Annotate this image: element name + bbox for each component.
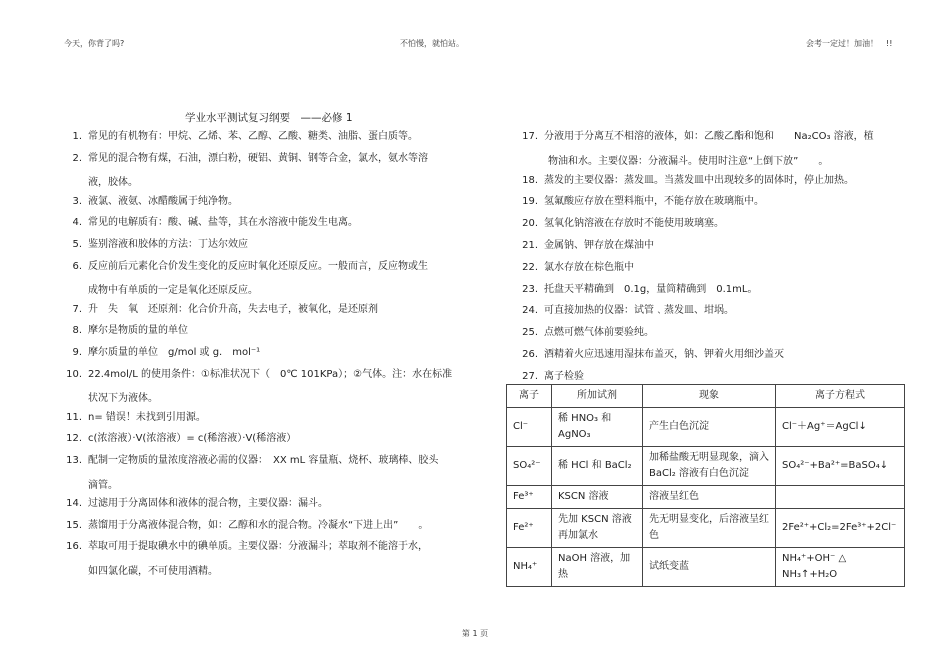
item-text: 配制一定物质的量浓度溶液必需的仪器： XX mL 容量瓶、烧杯、玻璃棒、胶头: [88, 455, 439, 466]
item-number: 22.: [522, 261, 538, 273]
item-text: 点燃可燃气体前要验纯。: [544, 327, 654, 339]
table-row: [507, 486, 905, 509]
item-text: 摩尔质量的单位 g/mol 或 g. mol⁻¹: [88, 347, 261, 358]
list-item: [516, 174, 854, 188]
list-item: [60, 303, 378, 317]
item-number: 18.: [522, 174, 538, 186]
page-title: 学业水平测试复习纲要 ——必修 1: [185, 112, 353, 124]
item-text: 可直接加热的仪器：试管﹑蒸发皿、坩埚。: [544, 305, 734, 317]
table-header-cell: 所加试剂: [552, 385, 643, 408]
item-number: 27.: [522, 370, 538, 382]
item-number: 9.: [72, 347, 82, 358]
item-text: 升 失 氧 还原剂：化合价升高，失去电子，被氧化，是还原剂: [88, 303, 378, 315]
table-cell: Fe²⁺: [507, 509, 552, 548]
item-text: 常见的电解质有：酸、碱、盐等，其在水溶液中能发生电离。: [88, 217, 358, 229]
list-item: [516, 370, 584, 384]
list-item: [60, 216, 358, 230]
table-cell: NH₄⁺+OH⁻ △ NH₃↑+H₂O: [776, 548, 905, 587]
header-center: 不怕慢，就怕站。: [400, 39, 464, 48]
item-number: 4.: [72, 217, 82, 229]
list-item: [516, 283, 757, 297]
item-continuation: 成物中有单质的一定是氧化还原反应。: [88, 285, 258, 297]
item-continuation: 如四氯化碳，不可使用酒精。: [88, 566, 218, 577]
list-item: [516, 239, 654, 253]
item-text: 氯水存放在棕色瓶中: [544, 261, 634, 273]
table-cell: 溶液呈红色: [643, 486, 776, 509]
item-number: 5.: [72, 239, 82, 250]
table-row: [507, 408, 905, 447]
list-item: [60, 346, 260, 360]
item-text: 蒸馏用于分离液体混合物，如：乙醇和水的混合物。冷凝水“下进上出” 。: [88, 519, 429, 531]
item-text: 离子检验: [544, 370, 584, 382]
item-text: 22.4mol/L 的使用条件：①标准状况下（ 0℃ 101KPa）；②气体。注：水在标准: [88, 368, 453, 380]
table-cell: 先无明显变化，后溶液呈红色: [643, 509, 776, 548]
table-cell: Fe³⁺: [507, 486, 552, 509]
item-text: c(浓溶液）·V(浓溶液）= c(稀溶液）·V(稀溶液）: [88, 433, 297, 445]
item-text: 托盘天平精确到 0.1g，量筒精确到 0.1mL。: [544, 283, 758, 295]
list-item: [516, 130, 874, 144]
list-item: [60, 130, 418, 144]
list-item: [60, 324, 188, 338]
item-number: 20.: [522, 218, 538, 230]
item-continuation: 滴管。: [88, 479, 118, 491]
item-text: 常见的有机物有：甲烷、乙烯、苯、乙醇、乙酸、糖类、油脂、蛋白质等。: [88, 131, 418, 142]
table-cell: 先加 KSCN 溶液再加氯水: [552, 509, 643, 548]
table-cell: 稀 HCl 和 BaCl₂: [552, 447, 643, 486]
ion-test-table: [506, 384, 905, 587]
item-number: 16.: [66, 541, 82, 553]
list-item: [60, 519, 428, 533]
list-item: [516, 261, 634, 275]
item-text: 过滤用于分离固体和液体的混合物，主要仪器：漏斗。: [88, 498, 328, 510]
table-row: [507, 548, 905, 587]
table-cell: NH₄⁺: [507, 548, 552, 587]
list-item: [60, 238, 248, 252]
list-item: [60, 454, 438, 468]
item-number: 14.: [66, 498, 82, 510]
table-row: [507, 509, 905, 548]
list-item: [516, 195, 764, 209]
item-continuation: 液，胶体。: [88, 177, 138, 189]
table-cell: SO₄²⁻: [507, 447, 552, 486]
item-text: 金属钠、钾存放在煤油中: [544, 240, 654, 251]
item-continuation: 物油和水。主要仪器：分液漏斗。使用时注意“上倒下放” 。: [548, 155, 829, 167]
item-text: n= 错误！未找到引用源。: [88, 411, 206, 423]
header-left: 今天，你背了吗?: [64, 39, 125, 48]
item-number: 21.: [522, 240, 538, 251]
item-number: 19.: [522, 196, 538, 208]
item-number: 7.: [72, 303, 82, 315]
item-number: 17.: [522, 131, 538, 142]
item-number: 2.: [72, 152, 82, 164]
item-number: 3.: [72, 195, 82, 207]
item-text: 鉴别溶液和胶体的方法：丁达尔效应: [88, 239, 248, 250]
table-header-cell: 离子: [507, 385, 552, 408]
table-cell: NaOH 溶液，加热: [552, 548, 643, 587]
item-text: 分液用于分离互不相溶的液体，如：乙酸乙酯和饱和 Na₂CO₃ 溶液，植: [544, 131, 874, 142]
item-number: 1.: [72, 131, 82, 142]
table-header-cell: 离子方程式: [776, 385, 905, 408]
table-cell: 试纸变蓝: [643, 548, 776, 587]
table-cell: 2Fe²⁺+Cl₂=2Fe³⁺+2Cl⁻: [776, 509, 905, 548]
item-number: 6.: [72, 260, 82, 272]
page-number: 第 1 页: [461, 629, 489, 638]
item-number: 26.: [522, 349, 538, 360]
item-number: 8.: [72, 325, 82, 337]
item-number: 23.: [522, 283, 538, 295]
table-row: [507, 447, 905, 486]
item-text: 萃取可用于提取碘水中的碘单质。主要仪器：分液漏斗；萃取剂不能溶于水，: [88, 541, 428, 553]
list-item: [60, 152, 428, 166]
item-text: 常见的混合物有煤，石油，漂白粉，硬铝、黄铜、钢等合金，氯水，氨水等溶: [88, 152, 428, 164]
list-item: [60, 411, 206, 425]
item-text: 酒精着火应迅速用湿抹布盖灭，钠、钾着火用细沙盖灭: [544, 349, 784, 360]
list-item: [60, 540, 428, 554]
table-cell: 加稀盐酸无明显现象，滴入 BaCl₂ 溶液有白色沉淀: [643, 447, 776, 486]
list-item: [60, 497, 328, 511]
item-number: 24.: [522, 305, 538, 317]
table-cell: SO₄²⁻+Ba²⁺=BaSO₄↓: [776, 447, 905, 486]
item-text: 液氯、液氨、冰醋酸属于纯净物。: [88, 195, 238, 207]
item-text: 反应前后元素化合价发生变化的反应时氧化还原反应。一般而言，反应物或生: [88, 260, 428, 272]
item-number: 10.: [66, 368, 82, 380]
item-number: 15.: [66, 519, 82, 531]
list-item: [60, 260, 428, 274]
item-number: 13.: [66, 455, 82, 466]
item-text: 氢氟酸应存放在塑料瓶中，不能存放在玻璃瓶中。: [544, 196, 764, 208]
list-item: [60, 368, 452, 382]
list-item: [60, 195, 238, 209]
item-text: 蒸发的主要仪器：蒸发皿。当蒸发皿中出现较多的固体时，停止加热。: [544, 174, 854, 186]
table-header-row: [507, 385, 905, 408]
header-right: 会考一定过！加油！ !!: [806, 39, 893, 48]
table-cell: 稀 HNO₃ 和 AgNO₃: [552, 408, 643, 447]
table-header-cell: 现象: [643, 385, 776, 408]
list-item: [60, 432, 296, 446]
table-cell: KSCN 溶液: [552, 486, 643, 509]
table-cell: [776, 486, 905, 509]
table-cell: Cl⁻: [507, 408, 552, 447]
list-item: [516, 304, 734, 318]
table-cell: Cl⁻＋Ag⁺＝AgCl↓: [776, 408, 905, 447]
list-item: [516, 217, 724, 231]
item-number: 25.: [522, 327, 538, 339]
item-number: 12.: [66, 433, 82, 445]
list-item: [516, 326, 654, 340]
list-item: [516, 348, 784, 362]
table-cell: 产生白色沉淀: [643, 408, 776, 447]
item-number: 11.: [66, 411, 82, 423]
item-text: 氢氧化钠溶液在存放时不能使用玻璃塞。: [544, 218, 724, 230]
item-continuation: 状况下为液体。: [88, 393, 158, 405]
item-text: 摩尔是物质的量的单位: [88, 325, 188, 337]
